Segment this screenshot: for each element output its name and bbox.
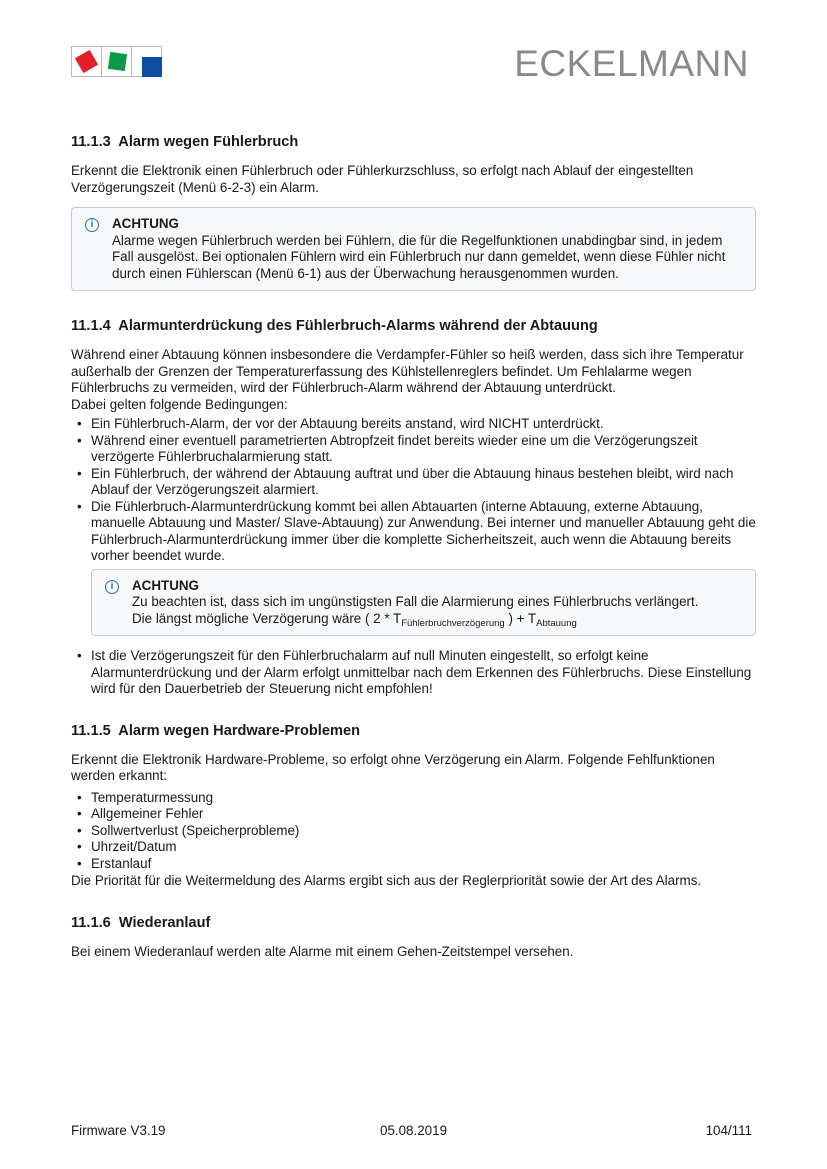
warning-note [91,569,756,637]
section-number: 11.1.5 [71,722,111,739]
note-text-formula [132,611,743,628]
section-paragraph: Bei einem Wiederanlauf werden alte Alarme mit einem Gehen-Zeitstempel versehen. [71,943,574,959]
formula-prefix: Die längst mögliche Verzögerung wäre ( 2 * T [132,610,402,626]
document-body [71,133,756,960]
section-number: 11.1.3 [71,134,111,150]
malfunction-list [71,790,756,873]
red-diamond-icon [75,50,98,73]
list-item: • Temperaturmessung [71,790,756,807]
section-closing: Die Priorität für die Weitermeldung des Alarms ergibt sich aus der Reglerpriorität sowie der Art des Alarms. [71,873,702,888]
section-title: Alarm wegen Hardware-Problemen [118,722,360,739]
section-title: Alarm wegen Fühlerbruch [118,134,299,150]
section-heading-11-1-6 [71,914,756,932]
list-item: • Die Fühlerbruch-Alarmunterdrückung kommt bei allen Abtauarten (interne Abtauung, externe Abtauung, manuelle Abtauung und Master/ Slave-Abtauung) zur Anwendung. Bei interner und manueller Abtauung geht die Fühlerbruch-Alarmunterdrückung immer über die komplette Sicherheitszeit, auch wenn die Abtauung bereits vorher beendet wurde. [71,499,756,565]
list-item: • Während einer eventuell parametrierten Abtropfzeit findet bereits wieder eine um die Verzögerungszeit verzögerte Fühlerbruchalarmierung statt. [71,433,756,466]
section-heading-11-1-5 [71,722,756,740]
list-item: • Ist die Verzögerungszeit für den Fühlerbruchalarm auf null Minuten eingestellt, so erfolgt keine Alarmunterdrückung und der Alarm erfolgt unmittelbar nach dem Erkennen des Fühlerbruchs. Diese Einstellung wird für den Dauerbetrieb der Steuerung nicht empfohlen! [71,648,756,698]
conditions-list-continued [71,648,756,698]
section-title: Wiederanlauf [118,914,211,931]
list-item: • Sollwertverlust (Speicherprobleme) [71,823,756,840]
section-number: 11.1.4 [71,318,111,334]
green-diamond-icon [108,52,127,71]
note-text: Alarme wegen Fühlerbruch werden bei Fühlern, die für die Regelfunktionen unabdingbar sind, in jedem Fall ausgelöst. Bei optionalen Fühlern wird ein Fühlerbruch nur dann gemeldet, wenn diese Fühler nicht durch einen Fühlerscan (Menü 6-1) aus der Überwachung herausgenommen wurden. [112,232,726,281]
section-paragraph: Erkennt die Elektronik einen Fühlerbruch oder Fühlerkurzschluss, so erfolgt nach Ablauf der eingestellten Verzögerungszeit (Menü 6-2-3) ein Alarm. [71,163,694,195]
info-icon: i [105,580,119,594]
section-number: 11.1.6 [71,914,111,931]
note-title: ACHTUNG [112,216,179,231]
note-text-line-1: Zu beachten ist, dass sich im ungünstigsten Fall die Alarmierung eines Fühlerbruchs verlängert. [132,594,699,609]
list-item: • Ein Fühlerbruch, der während der Abtauung auftrat und über die Abtauung hinaus bestehen bleibt, wird nach Ablauf der Verzögerungszeit alarmiert. [71,466,756,499]
company-logo [71,46,166,77]
section-paragraph: Erkennt die Elektronik Hardware-Probleme, so erfolgt ohne Verzögerung ein Alarm. Folgende Fehlfunktionen werden erkannt: [71,751,715,783]
brand-wordmark: ECKELMANN [514,43,749,84]
warning-note [71,207,756,291]
formula-subscript-defrost: Abtauung [536,617,577,629]
conditions-list [71,416,756,565]
list-item: • Allgemeiner Fehler [71,806,756,823]
logo-cell-red [71,46,102,77]
section-title: Alarmunterdrückung des Fühlerbruch-Alarms während der Abtauung [118,318,598,334]
list-item: • Ein Fühlerbruch-Alarm, der vor der Abtauung bereits anstand, wird NICHT unterdrückt. [71,416,756,433]
logo-cell-green [101,46,132,77]
logo-cell-blue [131,46,162,77]
conditions-intro: Dabei gelten folgende Bedingungen: [71,396,288,412]
footer-date: 05.08.2019 [380,1123,448,1138]
footer-firmware-version: Firmware V3.19 [71,1123,166,1138]
section-paragraph: Während einer Abtauung können insbesondere die Verdampfer-Fühler so heiß werden, dass sich ihre Temperatur außerhalb der Grenzen der Temperaturerfassung des Kühlstellenreglers befindet. Um Fehlalarme wegen Fühlerbruchs zu vermeiden, wird der Fühlerbruch-Alarm während der Abtauung unterdrückt. [71,347,744,395]
section-heading-11-1-3 [71,133,756,151]
info-icon: i [85,218,99,232]
blue-square-icon [142,57,162,77]
formula-mid: ) + T [504,610,537,626]
list-item: • Uhrzeit/Datum [71,839,756,856]
formula-subscript-delay: Fühlerbruchverzögerung [401,617,505,629]
section-heading-11-1-4 [71,317,756,335]
note-title: ACHTUNG [132,577,199,593]
list-item: • Erstanlauf [71,856,756,873]
footer-page-number: 104/111 [705,1123,752,1138]
